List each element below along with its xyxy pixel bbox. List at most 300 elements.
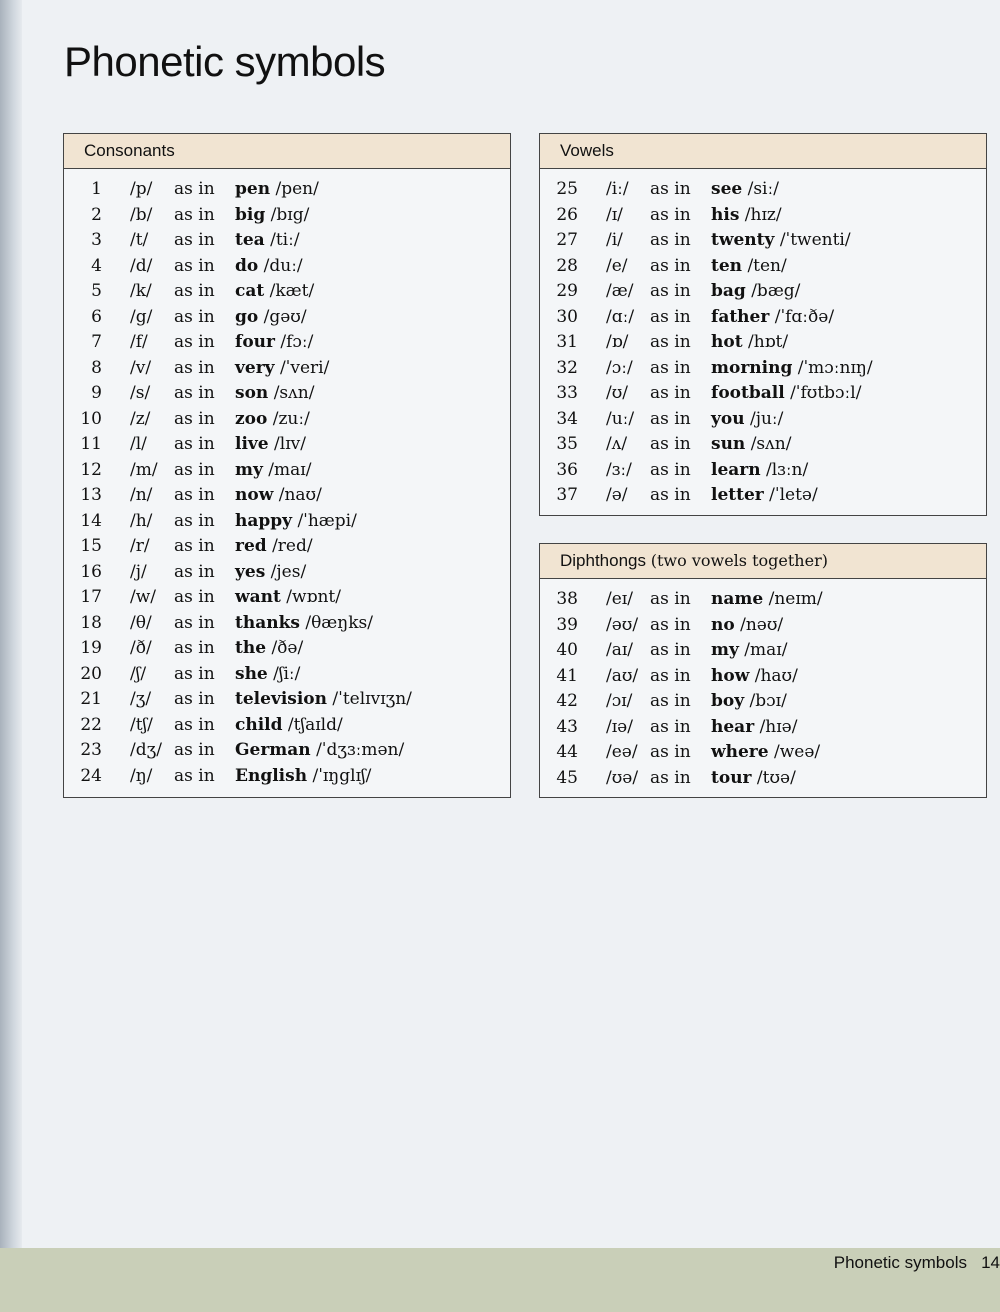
table-row [540, 203, 986, 229]
example-word-group [235, 177, 319, 203]
row-number: 14 [80, 510, 102, 531]
example-word-group [711, 740, 820, 766]
example-word: father [711, 306, 770, 327]
table-row [64, 560, 510, 586]
row-number: 27 [556, 230, 578, 250]
phonetic-symbol: /f/ [130, 332, 148, 352]
example-transcription: /ˈɪŋglɪʃ/ [312, 765, 372, 786]
example-word-group [711, 228, 851, 254]
as-in-text: as in [650, 408, 691, 429]
as-in-text: as in [174, 638, 215, 658]
example-word: pen [235, 179, 271, 199]
row-number: 8 [91, 357, 102, 378]
phonetic-symbol: /i/ [606, 230, 623, 250]
as-in-text: as in [174, 255, 215, 276]
table-row [64, 738, 510, 764]
example-word-group [235, 509, 357, 535]
table-row [64, 636, 510, 662]
example-transcription: /sʌn/ [750, 434, 792, 454]
table-row [64, 228, 510, 254]
diphthongs-heading [540, 544, 986, 579]
table-row [540, 432, 986, 458]
phonetic-symbol: /aʊ/ [606, 665, 639, 686]
table-row [64, 381, 510, 407]
row-number: 28 [556, 255, 578, 276]
as-in-text: as in [650, 204, 691, 225]
example-word-group [235, 585, 341, 611]
example-word-group [711, 432, 791, 458]
example-transcription: /ˈveri/ [279, 357, 330, 378]
page-number: 14 [981, 1253, 1000, 1272]
phonetic-symbol: /t/ [130, 230, 149, 250]
example-transcription: /siː/ [747, 179, 779, 199]
example-transcription: /nəʊ/ [740, 614, 784, 635]
phonetic-symbol: /dʒ/ [130, 740, 162, 760]
as-in-text: as in [174, 536, 215, 556]
example-word-group [711, 638, 787, 664]
example-transcription: /lɜːn/ [766, 459, 809, 480]
example-transcription: /hɒt/ [747, 332, 789, 352]
phonetic-symbol: /iː/ [606, 179, 629, 199]
phonetic-symbol: /ʌ/ [606, 434, 628, 454]
as-in-text: as in [650, 332, 691, 352]
example-word: television [235, 689, 328, 709]
table-row [540, 177, 986, 203]
example-word-group [235, 662, 300, 688]
phonetic-symbol: /ʃ/ [130, 663, 147, 684]
example-word-group [711, 381, 861, 407]
row-number: 35 [556, 434, 578, 454]
example-word-group [711, 587, 823, 613]
example-word: tea [235, 230, 265, 250]
row-number: 38 [556, 589, 578, 609]
example-word: big [235, 204, 266, 225]
phonetic-symbol: /ɔɪ/ [606, 691, 633, 711]
as-in-text: as in [174, 459, 215, 480]
phonetic-symbol: /eɪ/ [606, 589, 633, 609]
as-in-text: as in [174, 281, 215, 301]
example-word: English [235, 765, 308, 786]
example-word: his [711, 204, 740, 225]
as-in-text: as in [174, 663, 215, 684]
phonetic-symbol: /b/ [130, 204, 153, 225]
phonetic-symbol: /ə/ [606, 485, 628, 505]
consonants-table [63, 133, 511, 798]
example-word: happy [235, 510, 293, 531]
as-in-text: as in [650, 716, 691, 737]
as-in-text: as in [174, 332, 215, 352]
example-word-group [711, 177, 779, 203]
example-word-group [711, 715, 797, 741]
example-word-group [711, 203, 782, 229]
row-number: 34 [556, 408, 578, 429]
row-number: 42 [556, 691, 578, 711]
as-in-text: as in [650, 230, 691, 250]
example-transcription: /tʃaɪld/ [287, 714, 343, 735]
as-in-text: as in [174, 408, 215, 429]
phonetic-symbol: /ʊə/ [606, 767, 639, 788]
example-word: she [235, 663, 268, 684]
row-number: 13 [80, 485, 102, 505]
example-transcription: /hɪə/ [759, 716, 798, 737]
as-in-text: as in [174, 204, 215, 225]
as-in-text: as in [174, 383, 215, 403]
table-row [540, 483, 986, 509]
phonetic-symbol: /z/ [130, 408, 151, 429]
table-row [64, 458, 510, 484]
vowels-rows [540, 169, 986, 509]
row-number: 24 [80, 765, 102, 786]
book-spine-shadow [0, 0, 22, 1312]
row-number: 26 [556, 204, 578, 225]
example-word: red [235, 536, 267, 556]
example-word: my [235, 459, 263, 480]
example-transcription: /bɪg/ [270, 204, 310, 225]
as-in-text: as in [650, 485, 691, 505]
example-word: hot [711, 332, 743, 352]
example-transcription: /bɔɪ/ [749, 691, 787, 711]
table-row [64, 203, 510, 229]
as-in-text: as in [650, 281, 691, 301]
table-row [64, 585, 510, 611]
example-word: learn [711, 459, 761, 480]
example-word-group [711, 766, 796, 792]
row-number: 21 [80, 689, 102, 709]
as-in-text: as in [650, 640, 691, 660]
table-row [540, 664, 986, 690]
phonetic-symbol: /k/ [130, 281, 152, 301]
phonetic-symbol: /l/ [130, 434, 147, 454]
row-number: 5 [91, 281, 102, 301]
phonetic-symbol: /əʊ/ [606, 614, 639, 635]
consonants-heading [64, 134, 510, 169]
example-word-group [235, 305, 307, 331]
table-row [64, 687, 510, 713]
row-number: 6 [91, 306, 102, 327]
as-in-text: as in [650, 742, 691, 762]
table-row [64, 254, 510, 280]
example-word-group [235, 687, 412, 713]
table-row [540, 458, 986, 484]
as-in-text: as in [650, 179, 691, 199]
row-number: 45 [556, 767, 578, 788]
phonetic-symbol: /ɪə/ [606, 716, 633, 737]
table-row [64, 330, 510, 356]
example-word: four [235, 332, 275, 352]
phonetic-symbol: /eə/ [606, 742, 638, 762]
row-number: 2 [91, 204, 102, 225]
as-in-text: as in [174, 510, 215, 531]
row-number: 30 [556, 306, 578, 327]
row-number: 43 [556, 716, 578, 737]
as-in-text: as in [174, 689, 215, 709]
example-word-group [235, 636, 303, 662]
as-in-text: as in [650, 357, 691, 378]
vowels-table [539, 133, 987, 516]
as-in-text: as in [650, 589, 691, 609]
example-word: thanks [235, 612, 300, 633]
phonetic-symbol: /ŋ/ [130, 765, 153, 786]
phonetic-symbol: /ʒ/ [130, 689, 152, 709]
as-in-text: as in [174, 434, 215, 454]
diphthongs-rows [540, 579, 986, 791]
example-transcription: /ˈtwenti/ [779, 230, 851, 250]
example-transcription: /gəʊ/ [263, 306, 307, 327]
table-row [540, 254, 986, 280]
example-word: see [711, 179, 743, 199]
as-in-text: as in [174, 587, 215, 607]
phonetic-symbol: /d/ [130, 255, 153, 276]
row-number: 36 [556, 459, 578, 480]
table-row [64, 509, 510, 535]
row-number: 19 [80, 638, 102, 658]
as-in-text: as in [650, 306, 691, 327]
table-row [540, 766, 986, 792]
example-word: boy [711, 691, 745, 711]
example-word-group [235, 279, 314, 305]
example-word: now [235, 485, 274, 505]
consonants-rows [64, 169, 510, 789]
example-word: German [235, 740, 311, 760]
phonetic-symbol: /æ/ [606, 281, 634, 301]
example-word-group [235, 458, 311, 484]
vowels-heading [540, 134, 986, 169]
example-word-group [711, 664, 798, 690]
phonetic-symbol: /s/ [130, 383, 151, 403]
example-word-group [711, 330, 788, 356]
as-in-text: as in [174, 179, 215, 199]
diphthongs-table [539, 543, 987, 798]
phonetic-symbol: /ð/ [130, 638, 152, 658]
example-transcription: /maɪ/ [268, 459, 312, 480]
example-word-group [235, 713, 343, 739]
example-word-group [711, 689, 787, 715]
example-transcription: /fɔː/ [280, 332, 314, 352]
as-in-text: as in [650, 665, 691, 686]
as-in-text: as in [650, 459, 691, 480]
example-transcription: /hɪz/ [744, 204, 782, 225]
as-in-text: as in [174, 357, 215, 378]
example-transcription: /pen/ [275, 179, 319, 199]
example-word-group [711, 613, 783, 639]
phonetic-symbol: /w/ [130, 587, 157, 607]
phonetic-symbol: /h/ [130, 510, 153, 531]
table-row [540, 407, 986, 433]
example-transcription: /ˈtelɪvɪʒn/ [332, 689, 412, 709]
table-row [64, 483, 510, 509]
phonetic-symbol: /uː/ [606, 408, 635, 429]
example-word: the [235, 638, 267, 658]
example-word-group [235, 764, 371, 790]
phonetic-symbol: /g/ [130, 306, 153, 327]
example-transcription: /tʊə/ [756, 767, 796, 788]
example-word: child [235, 714, 283, 735]
page-title: Phonetic symbols [64, 38, 386, 85]
example-word-group [235, 560, 306, 586]
phonetic-symbol: /ʊ/ [606, 383, 628, 403]
footer-section-label: Phonetic symbols [833, 1253, 967, 1272]
example-transcription: /lɪv/ [274, 434, 306, 454]
example-word-group [235, 738, 404, 764]
row-number: 4 [91, 255, 102, 276]
row-number: 32 [556, 357, 578, 378]
example-transcription: /haʊ/ [754, 665, 798, 686]
example-word-group [235, 483, 322, 509]
example-word: cat [235, 281, 265, 301]
row-number: 17 [80, 587, 102, 607]
table-row [64, 764, 510, 790]
example-transcription: /zuː/ [272, 408, 310, 429]
as-in-text: as in [650, 434, 691, 454]
example-word: zoo [235, 408, 268, 429]
example-word: name [711, 589, 764, 609]
example-transcription: /ˈletə/ [769, 485, 818, 505]
row-number: 3 [91, 230, 102, 250]
as-in-text: as in [650, 614, 691, 635]
row-number: 41 [556, 665, 578, 686]
row-number: 1 [91, 179, 102, 199]
row-number: 29 [556, 281, 578, 301]
example-transcription: /neɪm/ [768, 589, 823, 609]
as-in-text: as in [174, 561, 215, 582]
as-in-text: as in [650, 383, 691, 403]
example-word: morning [711, 357, 793, 378]
example-transcription: /jes/ [270, 561, 307, 582]
example-word: tour [711, 767, 752, 788]
example-word-group [711, 356, 873, 382]
row-number: 40 [556, 640, 578, 660]
example-word-group [235, 356, 329, 382]
example-word: you [711, 408, 745, 429]
row-number: 39 [556, 614, 578, 635]
row-number: 16 [80, 561, 102, 582]
example-word-group [235, 611, 373, 637]
example-word: no [711, 614, 735, 635]
phonetic-symbol: /e/ [606, 255, 628, 276]
example-transcription: /duː/ [263, 255, 303, 276]
as-in-text: as in [174, 714, 215, 735]
example-transcription: /red/ [272, 536, 313, 556]
example-transcription: /tiː/ [270, 230, 300, 250]
example-word: sun [711, 434, 746, 454]
row-number: 7 [91, 332, 102, 352]
example-word-group [711, 458, 808, 484]
row-number: 18 [80, 612, 102, 633]
table-row [64, 713, 510, 739]
row-number: 20 [80, 663, 102, 684]
example-transcription: /bæg/ [751, 281, 801, 301]
example-transcription: /wɒnt/ [286, 587, 341, 607]
example-transcription: /ten/ [747, 255, 787, 276]
example-word: football [711, 383, 785, 403]
table-row [540, 330, 986, 356]
row-number: 10 [80, 408, 102, 429]
row-number: 11 [80, 434, 102, 454]
example-word-group [235, 254, 303, 280]
phonetic-symbol: /n/ [130, 485, 153, 505]
example-word: very [235, 357, 275, 378]
as-in-text: as in [174, 230, 215, 250]
table-row [64, 356, 510, 382]
example-word-group [711, 279, 800, 305]
phonetic-symbol: /j/ [130, 561, 147, 582]
diphthongs-heading-label: Diphthongs [560, 551, 647, 570]
as-in-text: as in [650, 767, 691, 788]
as-in-text: as in [174, 740, 215, 760]
diphthongs-subheading: (two vowels together) [650, 551, 828, 570]
table-row [64, 407, 510, 433]
phonetic-symbol: /ɜː/ [606, 459, 632, 480]
example-word-group [711, 254, 787, 280]
as-in-text: as in [650, 691, 691, 711]
table-row [540, 305, 986, 331]
phonetic-symbol: /p/ [130, 179, 153, 199]
table-row [64, 611, 510, 637]
example-word: son [235, 383, 269, 403]
phonetic-symbol: /v/ [130, 357, 152, 378]
example-word: my [711, 640, 739, 660]
table-row [64, 305, 510, 331]
example-word-group [235, 432, 306, 458]
example-word-group [235, 228, 300, 254]
phonetic-symbol: /ɔː/ [606, 357, 633, 378]
vowels-heading-label: Vowels [560, 141, 614, 160]
row-number: 22 [80, 714, 102, 735]
phonetic-symbol: /aɪ/ [606, 640, 634, 660]
example-word: live [235, 434, 269, 454]
example-transcription: /maɪ/ [744, 640, 788, 660]
row-number: 9 [91, 383, 102, 403]
example-transcription: /ˈfʊtbɔːl/ [790, 383, 862, 403]
row-number: 23 [80, 740, 102, 760]
example-transcription: /kæt/ [269, 281, 315, 301]
row-number: 33 [556, 383, 578, 403]
example-word: ten [711, 255, 743, 276]
example-word-group [235, 381, 314, 407]
example-word: do [235, 255, 259, 276]
as-in-text: as in [174, 765, 215, 786]
row-number: 25 [556, 179, 578, 199]
table-row [64, 432, 510, 458]
table-row [64, 662, 510, 688]
example-word-group [235, 203, 309, 229]
table-row [540, 381, 986, 407]
example-transcription: /ʃiː/ [273, 663, 301, 684]
phonetic-symbol: /r/ [130, 536, 150, 556]
row-number: 31 [556, 332, 578, 352]
row-number: 12 [80, 459, 102, 480]
example-word-group [711, 483, 818, 509]
example-transcription: /sʌn/ [273, 383, 315, 403]
example-word: letter [711, 485, 764, 505]
phonetic-symbol: /ɪ/ [606, 204, 623, 225]
phonetic-symbol: /θ/ [130, 612, 152, 633]
table-row [64, 534, 510, 560]
as-in-text: as in [650, 255, 691, 276]
phonetic-symbol: /m/ [130, 459, 158, 480]
as-in-text: as in [174, 612, 215, 633]
table-row [540, 689, 986, 715]
example-word: how [711, 665, 750, 686]
example-word-group [711, 407, 783, 433]
example-word: twenty [711, 230, 775, 250]
table-row [540, 587, 986, 613]
table-row [540, 740, 986, 766]
example-transcription: /θæŋks/ [305, 612, 373, 633]
consonants-heading-label: Consonants [84, 141, 175, 160]
as-in-text: as in [174, 485, 215, 505]
table-row [540, 638, 986, 664]
